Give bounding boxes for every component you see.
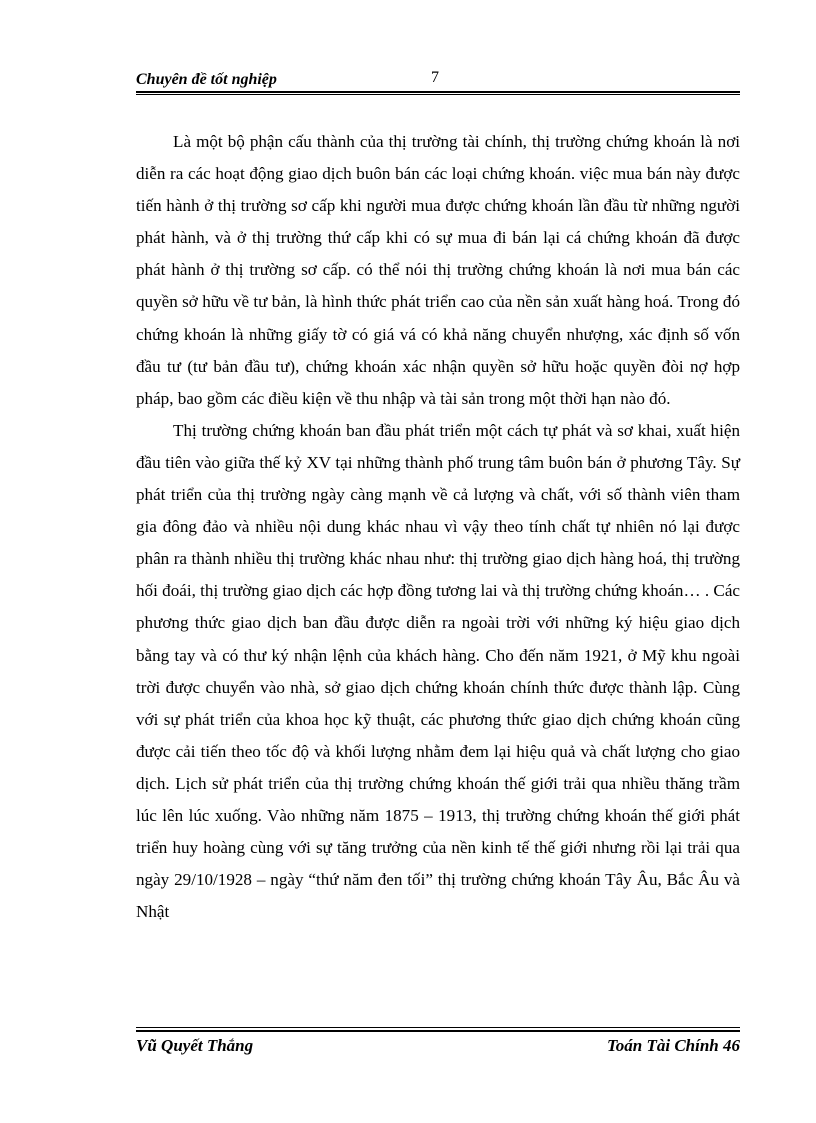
body-text bbox=[136, 126, 740, 928]
header-divider-thin bbox=[136, 94, 740, 95]
footer-divider-thick bbox=[136, 1030, 740, 1032]
page-header bbox=[136, 69, 740, 93]
footer-class-name: Toán Tài Chính 46 bbox=[606, 1036, 740, 1055]
header-divider-thick bbox=[136, 91, 740, 93]
page-footer bbox=[136, 1036, 740, 1060]
paragraph: Là một bộ phận cấu thành của thị trường tài chính, thị trường chứng khoán là nơi diễn ra các hoạt động giao dịch buôn bán các loại chứng khoán. việc mua bán này được tiến hành ở thị trường sơ cấp khi người mua được chứng khoán lần đầu từ những người phát hành, và ở thị trường thứ cấp khi có sự mua đi bán lại cá chứng khoán đã được phát hành ở thị trường sơ cấp. có thể nói thị trường chứng khoán là nơi mua bán các quyền sở hữu về tư bản, là hình thức phát triển cao của nền sản xuất hàng hoá. Trong đó chứng khoán là những giấy tờ có giá vá có khả năng chuyển nhượng, xác định số vốn đầu tư (tư bản đầu tư), chứng khoán xác nhận quyền sở hữu hoặc quyền đòi nợ hợp pháp, bao gồm các điều kiện về thu nhập và tài sản trong một thời hạn nào đó. bbox=[136, 132, 740, 408]
header-title: Chuyên đề tốt nghiệp bbox=[136, 71, 277, 88]
footer-author: Vũ Quyết Thắng bbox=[136, 1036, 254, 1055]
paragraph: Thị trường chứng khoán ban đầu phát triển một cách tự phát và sơ khai, xuất hiện đầu tiên vào giữa thế kỷ XV tại những thành phố trung tâm buôn bán ở phương Tây. Sự phát triển của thị trường ngày càng mạnh về cả lượng và chất, với số thành viên tham gia đông đảo và nhiều nội dung khác nhau vì vậy theo tính chất tự nhiên nó lại được phân ra thành nhiều thị trường khác nhau như: thị trường giao dịch hàng hoá, thị trường hối đoái, thị trường giao dịch các hợp đồng tương lai và thị trường chứng khoán… . Các phương thức giao dịch ban đầu được diễn ra ngoài trời với những ký hiệu giao dịch bằng tay và có thư ký nhận lệnh của khách hàng. Cho đến năm 1921, ở Mỹ khu ngoài trời được chuyển vào nhà, sở giao dịch chứng khoán chính thức được thành lập. Cùng với sự phát triển của khoa học kỹ thuật, các phương thức giao dịch chứng khoán cũng được cải tiến theo tốc độ và khối lượng nhằm đem lại hiệu quả và chất lượng cho giao dịch. Lịch sử phát triển của thị trường chứng khoán thế giới trải qua nhiều thăng trầm lúc lên lúc xuống. Vào những năm 1875 – 1913, thị trường chứng khoán thế giới phát triển huy hoàng cùng với sự tăng trưởng của nền kinh tế thế giới nhưng rồi lại trải qua ngày 29/10/1928 – ngày “thứ năm đen tối” thị trường chứng khoán Tây Âu, Bắc Âu và Nhật bbox=[136, 420, 740, 922]
footer-divider-thin bbox=[136, 1027, 740, 1028]
page-number: 7 bbox=[431, 69, 439, 86]
